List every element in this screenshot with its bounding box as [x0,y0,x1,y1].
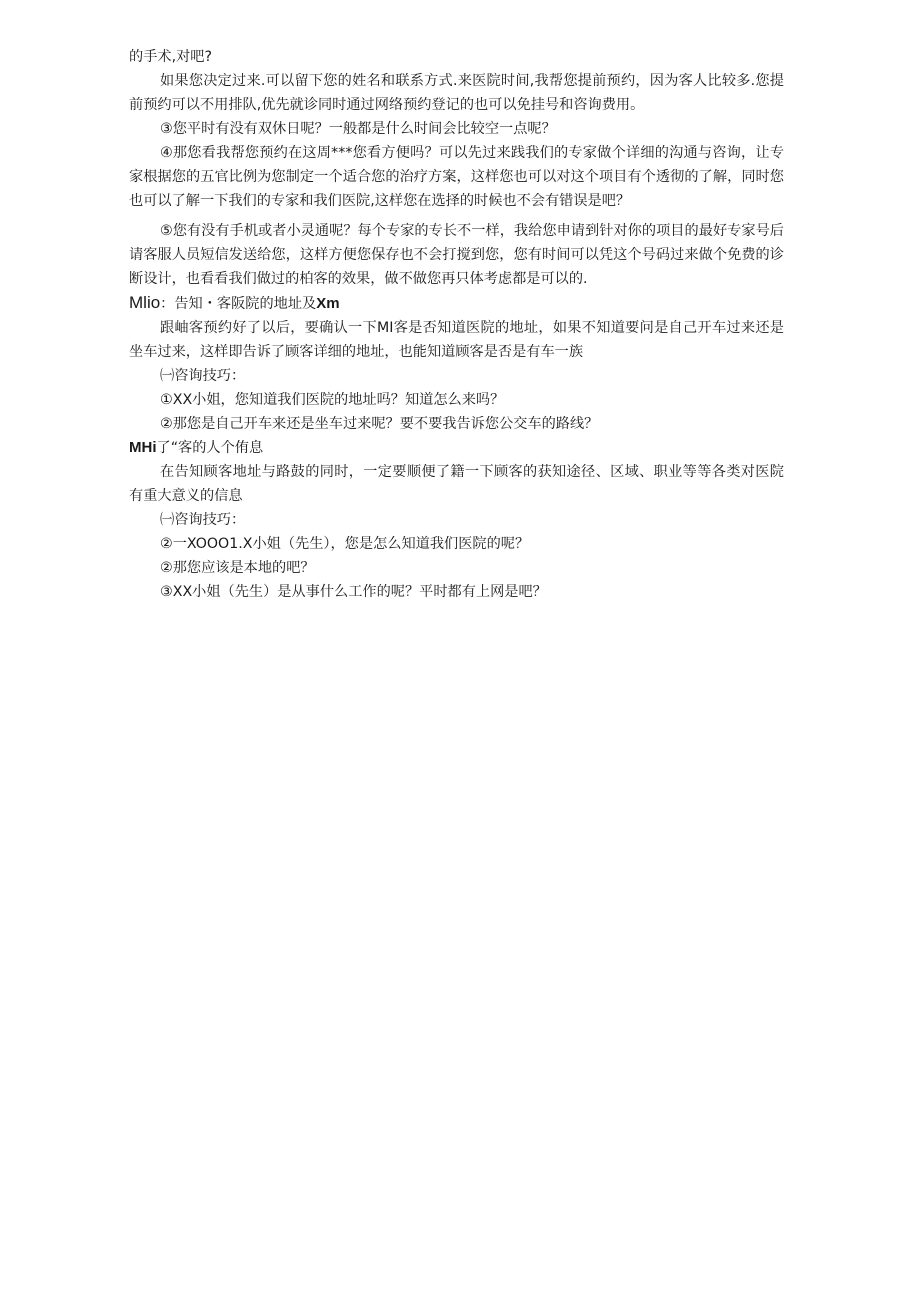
paragraph-info: 在告知顾客地址与路鼓的同时，一定要顺便了籍一下顾客的获知途径、区域、职业等等各类对医院有重大意义的信息 [129,464,784,504]
heading-prefix: MHi [129,439,157,456]
section-heading-info [129,436,784,460]
paragraph-phone: ⑤您有没有手机或者小灵通呢？每个专家的专长不一样，我给您申请到针对你的项目的最好专家号后请客服人员短信发送给您，这样方便您保存也不会打搅到您，您有时间可以凭这个号码过来做个免费的诊断设计，也看看我们做过的柏客的效果，做不做您再只体考虑都是可以的. [129,223,784,287]
section-heading-address [129,291,784,316]
heading-text: 了“客的人个侑息 [156,440,264,456]
list-item: ②那您应该是本地的吧？ [160,560,315,576]
list-item: ③XX小姐（先生）是从事什么工作的呢？平时都有上网是吧？ [160,584,547,600]
heading-text: ：告知・客阪院的地址及 [160,296,317,312]
tips-title: ㈠咨询技巧： [160,512,246,528]
paragraph-appointment: ④那您看我帮您预约在这周***您看方便吗？可以先过来践我们的专家做个详细的沟通与咨询，让专家根据您的五官比例为您制定一个适合您的治疗方案，这样您也可以对这个项目有个透彻的了解，同时您也可以了解一下我们的专家和我们医院,这样您在选择的时候也不会有错误是吧？ [129,145,784,209]
document-body [129,45,784,604]
paragraph-booking: 如果您决定过来.可以留下您的姓名和联系方式.来医院时间,我帮您提前预约，因为客人比较多.您提前预约可以不用排队,优先就诊同时通过网络预约登记的也可以免挂号和咨询费用。 [129,73,784,113]
paragraph-continuation: 的手术,对吧? [129,49,212,65]
tips-title: ㈠咨询技巧： [160,368,246,384]
paragraph-weekend: ③您平时有没有双休日呢？一般都是什么时间会比较空一点呢？ [160,121,556,137]
heading-prefix: Mlio [129,293,161,312]
paragraph-address: 跟岫客预约好了以后，要确认一下MI客是否知道医院的地址，如果不知道要问是自己开车过来还是坐车过来，这样即告诉了顾客详细的地址，也能知道顾客是否是有车一族 [129,320,784,360]
list-item: ②那您是自己开车来还是坐车过来呢？要不要我告诉您公交车的路线？ [160,416,599,432]
list-item: ②一XOOO1.X小姐（先生），您是怎么知道我们医院的呢？ [160,536,530,552]
list-item: ①XX小姐，您知道我们医院的地址吗？知道怎么来吗？ [160,392,505,408]
heading-suffix: Xm [316,295,340,312]
